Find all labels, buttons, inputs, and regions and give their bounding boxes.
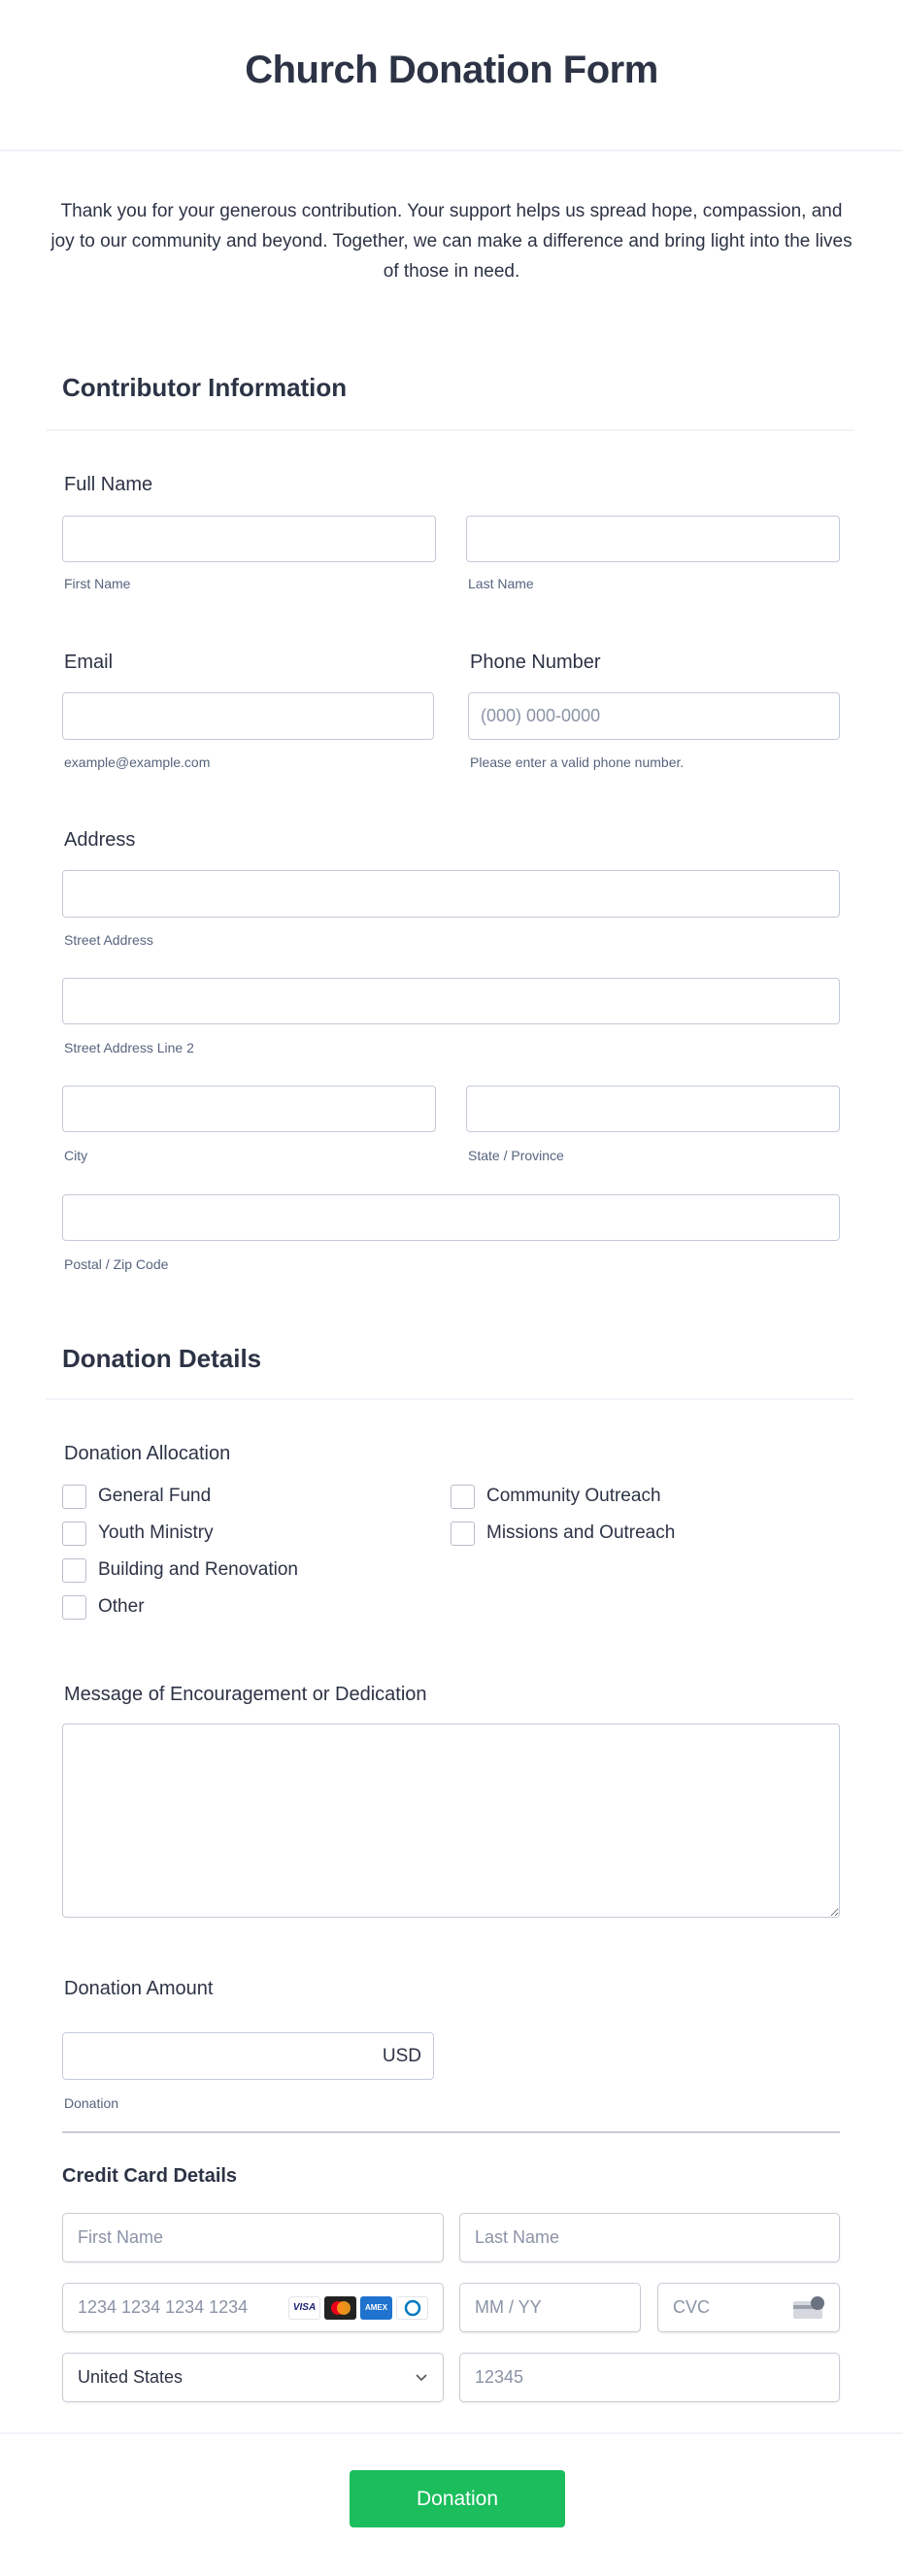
section-heading-contributor: Contributor Information <box>62 373 348 402</box>
card-number-placeholder: 1234 1234 1234 1234 <box>78 2297 249 2317</box>
checkbox-label: General Fund <box>98 1486 212 1506</box>
checkbox-youth-ministry[interactable] <box>62 1522 86 1546</box>
card-number-input[interactable] <box>62 2283 444 2332</box>
last-name-sublabel: Last Name <box>468 576 534 591</box>
state-input[interactable] <box>466 1086 840 1132</box>
street-address-sublabel: Street Address <box>64 932 153 948</box>
diners-icon <box>396 2296 428 2320</box>
card-zip-input[interactable] <box>459 2353 840 2402</box>
card-last-name-input[interactable] <box>459 2213 840 2262</box>
zip-input[interactable] <box>62 1194 840 1241</box>
page-title: Church Donation Form <box>245 49 658 91</box>
checkbox-missions-outreach[interactable] <box>451 1522 475 1546</box>
visa-icon: VISA <box>288 2296 320 2320</box>
card-zip-placeholder: 12345 <box>475 2367 524 2387</box>
email-sublabel: example@example.com <box>64 754 211 770</box>
city-input[interactable] <box>62 1086 436 1132</box>
checkbox-community-outreach[interactable] <box>451 1485 475 1509</box>
card-last-name-placeholder: Last Name <box>475 2227 560 2247</box>
state-sublabel: State / Province <box>468 1148 564 1163</box>
card-country-select[interactable] <box>62 2353 444 2402</box>
card-expiry-input[interactable] <box>459 2283 641 2332</box>
card-first-name-placeholder: First Name <box>78 2227 164 2247</box>
street-address-line2-input[interactable] <box>62 978 840 1024</box>
phone-input[interactable] <box>468 692 840 740</box>
last-name-input[interactable] <box>466 516 840 562</box>
section-divider <box>46 1398 854 1400</box>
card-country-value: United States <box>78 2367 184 2387</box>
credit-card-heading: Credit Card Details <box>62 2165 238 2187</box>
first-name-sublabel: First Name <box>64 576 131 591</box>
footer-divider <box>0 2432 903 2434</box>
email-input[interactable] <box>62 692 434 740</box>
donation-amount-label: Donation Amount <box>64 1978 214 1999</box>
form-description: Thank you for your generous contribution. Your support helps us spread hope, compassion, and joy to our community and beyond. Together, we can make a difference and bring light into the lives of those in need. <box>50 201 853 282</box>
checkbox-label: Missions and Outreach <box>486 1522 676 1543</box>
street-address-line2-sublabel: Street Address Line 2 <box>64 1040 194 1055</box>
checkbox-label: Building and Renovation <box>98 1559 298 1580</box>
header-divider <box>0 150 903 151</box>
currency-label: USD <box>382 2045 421 2066</box>
city-sublabel: City <box>64 1148 88 1163</box>
mastercard-icon <box>324 2296 356 2320</box>
phone-sublabel: Please enter a valid phone number. <box>470 754 685 770</box>
amex-icon: AMEX <box>360 2296 392 2320</box>
address-label: Address <box>64 829 136 851</box>
cvc-card-icon <box>793 2295 824 2321</box>
full-name-label: Full Name <box>64 474 153 495</box>
first-name-input[interactable] <box>62 516 436 562</box>
donation-amount-input[interactable] <box>62 2032 434 2080</box>
checkbox-label: Youth Ministry <box>98 1522 214 1543</box>
zip-sublabel: Postal / Zip Code <box>64 1256 169 1272</box>
card-first-name-input[interactable] <box>62 2213 444 2262</box>
chevron-down-icon <box>415 2373 428 2383</box>
card-cvc-placeholder: CVC <box>673 2297 711 2317</box>
email-label: Email <box>64 652 114 673</box>
checkbox-other[interactable] <box>62 1595 86 1620</box>
donation-amount-sublabel: Donation <box>64 2095 119 2111</box>
checkbox-label: Other <box>98 1596 145 1617</box>
checkbox-building-renovation[interactable] <box>62 1558 86 1583</box>
card-cvc-input[interactable] <box>657 2283 840 2332</box>
card-expiry-placeholder: MM / YY <box>475 2297 542 2317</box>
phone-label: Phone Number <box>470 652 601 673</box>
street-address-input[interactable] <box>62 870 840 918</box>
checkbox-label: Community Outreach <box>486 1486 661 1506</box>
section-heading-donation: Donation Details <box>62 1344 262 1373</box>
message-label: Message of Encouragement or Dedication <box>64 1684 427 1705</box>
message-textarea[interactable] <box>62 1723 840 1918</box>
section-divider <box>46 429 854 431</box>
donation-allocation-label: Donation Allocation <box>64 1443 231 1464</box>
donation-submit-button[interactable]: Donation <box>350 2470 565 2527</box>
payment-divider <box>62 2131 840 2133</box>
checkbox-general-fund[interactable] <box>62 1485 86 1509</box>
